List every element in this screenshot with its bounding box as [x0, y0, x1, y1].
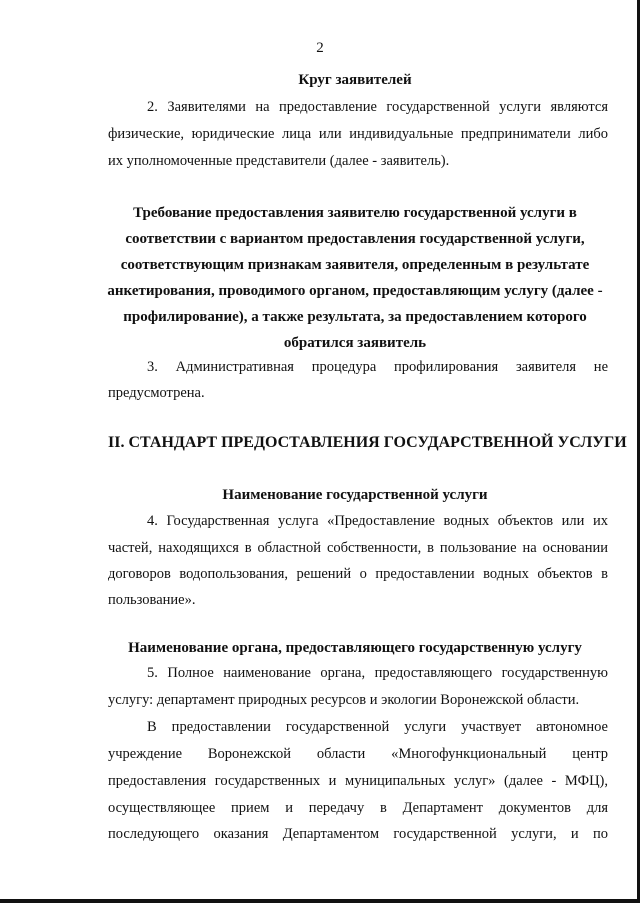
heading-requirement-line: Требование предоставления заявителю государственной услуги в — [133, 205, 577, 221]
paragraph-line: В предоставлении государственной услуги участвует автономное — [147, 719, 608, 735]
paragraph-line: частей, находящихся в областной собственности, в пользование на основании — [108, 540, 608, 556]
paragraph-line: предусмотрена. — [108, 385, 205, 401]
paragraph-line: последующего оказания Департаментом государственной услуги, и по — [108, 826, 608, 842]
paragraph-line: договоров водопользования, решений о предоставлении водных объектов в — [108, 566, 608, 582]
heading-applicants: Круг заявителей — [298, 72, 412, 88]
paragraph-line: осуществляющее прием и передачу в Департамент документов для — [108, 800, 608, 816]
paragraph-line: 2. Заявителями на предоставление государственной услуги являются — [147, 99, 608, 115]
heading-requirement-line: профилирование), а также результата, за предоставлением которого — [123, 309, 587, 325]
heading-requirement-line: анкетирования, проводимого органом, предоставляющим услугу (далее - — [107, 283, 603, 299]
heading-service-name: Наименование государственной услуги — [222, 487, 488, 503]
paragraph-line: 3. Административная процедура профилирования заявителя не — [147, 359, 608, 375]
paragraph-line: 5. Полное наименование органа, предоставляющего государственную — [147, 665, 608, 681]
paragraph-line: физические, юридические лица или индивидуальные предприниматели либо — [108, 126, 608, 142]
heading-requirement-line: соответствующим признакам заявителя, определенным в результате — [120, 257, 590, 273]
paragraph-line: их уполномоченные представители (далее - заявитель). — [108, 153, 450, 169]
paragraph-line: предоставления государственных и муниципальных услуг» (далее - МФЦ), — [108, 773, 608, 789]
heading-requirement-line: обратился заявитель — [283, 335, 427, 351]
paragraph-line: 4. Государственная услуга «Предоставление водных объектов или их — [147, 513, 608, 529]
page-number: 2 — [316, 40, 324, 56]
scan-edge-bottom — [0, 899, 640, 903]
heading-requirement-line: соответствии с вариантом предоставления государственной услуги, — [125, 231, 585, 247]
paragraph-line: услугу: департамент природных ресурсов и экологии Воронежской области. — [108, 692, 580, 708]
paragraph-line: пользование». — [108, 592, 196, 608]
paragraph-line: учреждение Воронежской области «Многофункциональный центр — [108, 746, 608, 762]
chapter-title: II. СТАНДАРТ ПРЕДОСТАВЛЕНИЯ ГОСУДАРСТВЕННОЙ УСЛУГИ — [108, 434, 627, 451]
heading-authority-name: Наименование органа, предоставляющего государственную услугу — [128, 640, 582, 656]
